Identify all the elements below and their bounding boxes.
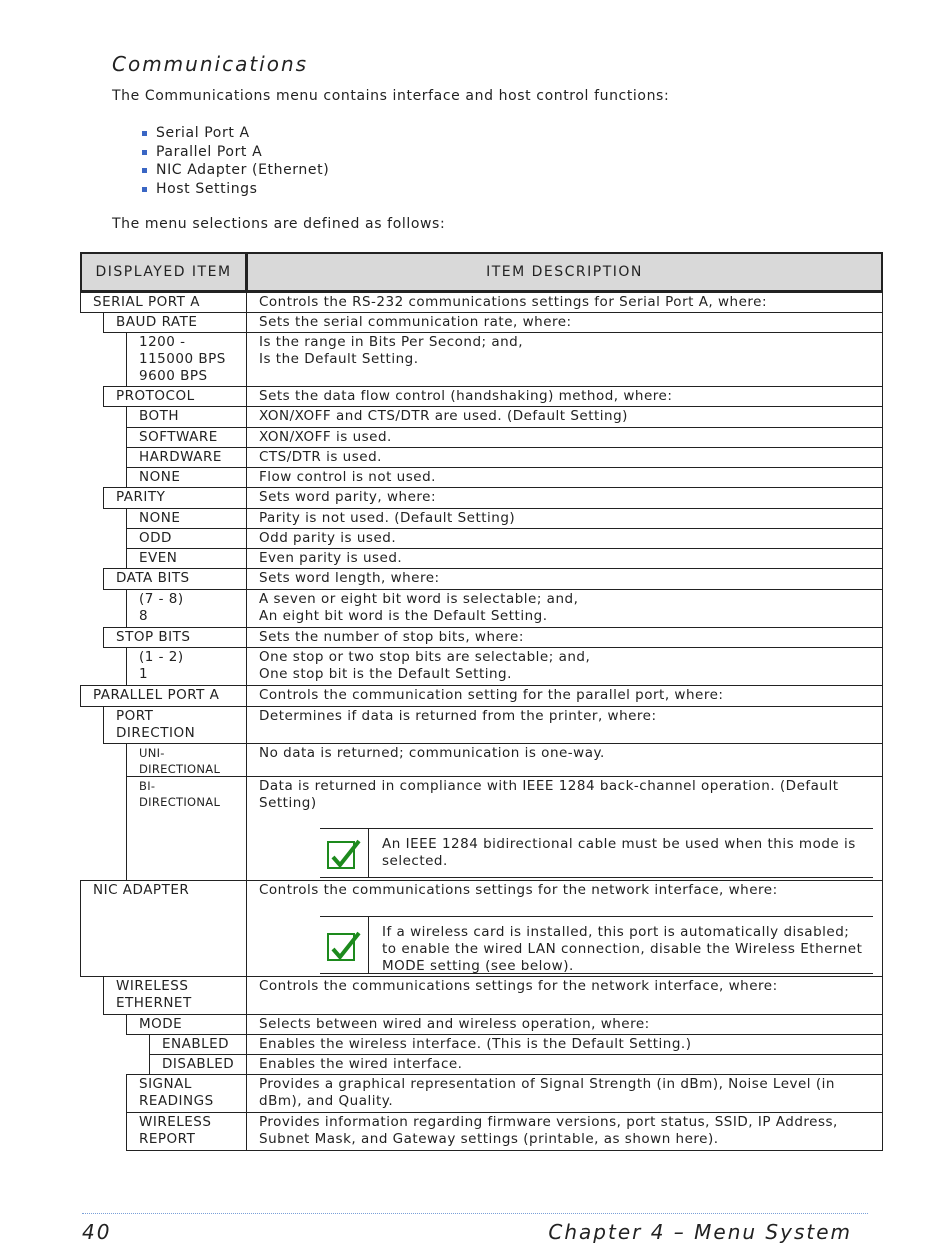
header-item-description: ITEM DESCRIPTION (246, 252, 883, 292)
footer-divider (82, 1213, 868, 1214)
displayed-item-cell: EVEN (126, 548, 247, 569)
displayed-item-cell: SOFTWARE (126, 427, 247, 448)
item-description-cell: XON/XOFF is used. (246, 427, 883, 448)
item-description-cell: Provides information regarding firmware versions, port status, SSID, IP Address, Subnet Mask, and Gateway settings (printable, as shown here). (246, 1112, 883, 1151)
displayed-item-cell: NONE (126, 508, 247, 529)
note-divider (368, 828, 369, 878)
item-description-cell: Even parity is used. (246, 548, 883, 569)
menu-list-item: NIC Adapter (Ethernet) (142, 161, 329, 180)
header-displayed-item: DISPLAYED ITEM (80, 252, 247, 292)
item-description-cell: Enables the wireless interface. (This is the Default Setting.) (246, 1034, 883, 1055)
section-outro: The menu selections are defined as follows: (112, 216, 446, 232)
item-description-cell: Data is returned in compliance with IEEE 1284 back-channel operation. (Default Setting) (246, 776, 883, 881)
displayed-item-cell: WIRELESS ETHERNET (103, 976, 247, 1015)
menu-list-item: Host Settings (142, 180, 329, 199)
displayed-item-cell: UNI- DIRECTIONAL (126, 743, 247, 777)
displayed-item-cell: NIC ADAPTER (80, 880, 247, 977)
displayed-item-cell: DATA BITS (103, 568, 247, 590)
displayed-item-cell: (7 - 8) 8 (126, 589, 247, 628)
displayed-item-cell: (1 - 2) 1 (126, 647, 247, 686)
item-description-cell: CTS/DTR is used. (246, 447, 883, 468)
item-description-cell: XON/XOFF and CTS/DTR are used. (Default Setting) (246, 406, 883, 428)
menu-list-item: Serial Port A (142, 124, 329, 143)
chapter-title: Chapter 4 – Menu System (548, 1220, 852, 1244)
displayed-item-cell: PROTOCOL (103, 386, 247, 407)
displayed-item-cell: PORT DIRECTION (103, 706, 247, 744)
displayed-item-cell: ENABLED (149, 1034, 247, 1055)
menu-list-item: Parallel Port A (142, 143, 329, 162)
displayed-item-cell: HARDWARE (126, 447, 247, 468)
section-heading: Communications (112, 52, 309, 76)
item-description-cell: Sets the serial communication rate, where: (246, 312, 883, 333)
displayed-item-cell: BOTH (126, 406, 247, 428)
item-description-cell: Sets word length, where: (246, 568, 883, 590)
item-description-cell: Controls the communications settings for the network interface, where: (246, 976, 883, 1015)
item-description-cell: Determines if data is returned from the printer, where: (246, 706, 883, 744)
item-description-cell: Controls the communications settings for the network interface, where: (246, 880, 883, 977)
displayed-item-cell: MODE (126, 1014, 247, 1035)
item-description-cell: A seven or eight bit word is selectable; and, An eight bit word is the Default Setting. (246, 589, 883, 628)
displayed-item-cell: BAUD RATE (103, 312, 247, 333)
displayed-item-cell: SERIAL PORT A (80, 292, 247, 313)
item-description-cell: Sets word parity, where: (246, 487, 883, 509)
item-description-cell: Controls the RS-232 communications settings for Serial Port A, where: (246, 292, 883, 313)
displayed-item-cell: STOP BITS (103, 627, 247, 648)
item-description-cell: Sets the number of stop bits, where: (246, 627, 883, 648)
checkmark-box-icon (327, 841, 355, 869)
displayed-item-cell: PARALLEL PORT A (80, 685, 247, 707)
displayed-item-cell: PARITY (103, 487, 247, 509)
item-description-cell: Flow control is not used. (246, 467, 883, 488)
item-description-cell: Enables the wired interface. (246, 1054, 883, 1075)
item-description-cell: Sets the data flow control (handshaking) method, where: (246, 386, 883, 407)
note-text: If a wireless card is installed, this port is automatically disabled; to enable the wired LAN connection, disable the Wireless Ethernet MODE setting (see below). (382, 924, 863, 974)
section-intro: The Communications menu contains interface and host control functions: (112, 88, 670, 104)
checkmark-box-icon (327, 933, 355, 961)
displayed-item-cell: SIGNAL READINGS (126, 1074, 247, 1113)
displayed-item-cell: NONE (126, 467, 247, 488)
item-description-cell: Selects between wired and wireless operation, where: (246, 1014, 883, 1035)
displayed-item-cell: BI- DIRECTIONAL (126, 776, 247, 881)
item-description-cell: Is the range in Bits Per Second; and, Is the Default Setting. (246, 332, 883, 387)
displayed-item-cell: WIRELESS REPORT (126, 1112, 247, 1151)
item-description-cell: One stop or two stop bits are selectable; and, One stop bit is the Default Setting. (246, 647, 883, 686)
note-divider (368, 916, 369, 974)
displayed-item-cell: ODD (126, 528, 247, 549)
item-description-cell: No data is returned; communication is one-way. (246, 743, 883, 777)
item-description-cell: Controls the communication setting for the parallel port, where: (246, 685, 883, 707)
item-description-cell: Provides a graphical representation of Signal Strength (in dBm), Noise Level (in dBm), and Quality. (246, 1074, 883, 1113)
note-text: An IEEE 1284 bidirectional cable must be used when this mode is selected. (382, 836, 856, 869)
item-description-cell: Odd parity is used. (246, 528, 883, 549)
displayed-item-cell: 1200 - 115000 BPS 9600 BPS (126, 332, 247, 387)
page-number: 40 (82, 1220, 112, 1244)
displayed-item-cell: DISABLED (149, 1054, 247, 1075)
item-description-cell: Parity is not used. (Default Setting) (246, 508, 883, 529)
